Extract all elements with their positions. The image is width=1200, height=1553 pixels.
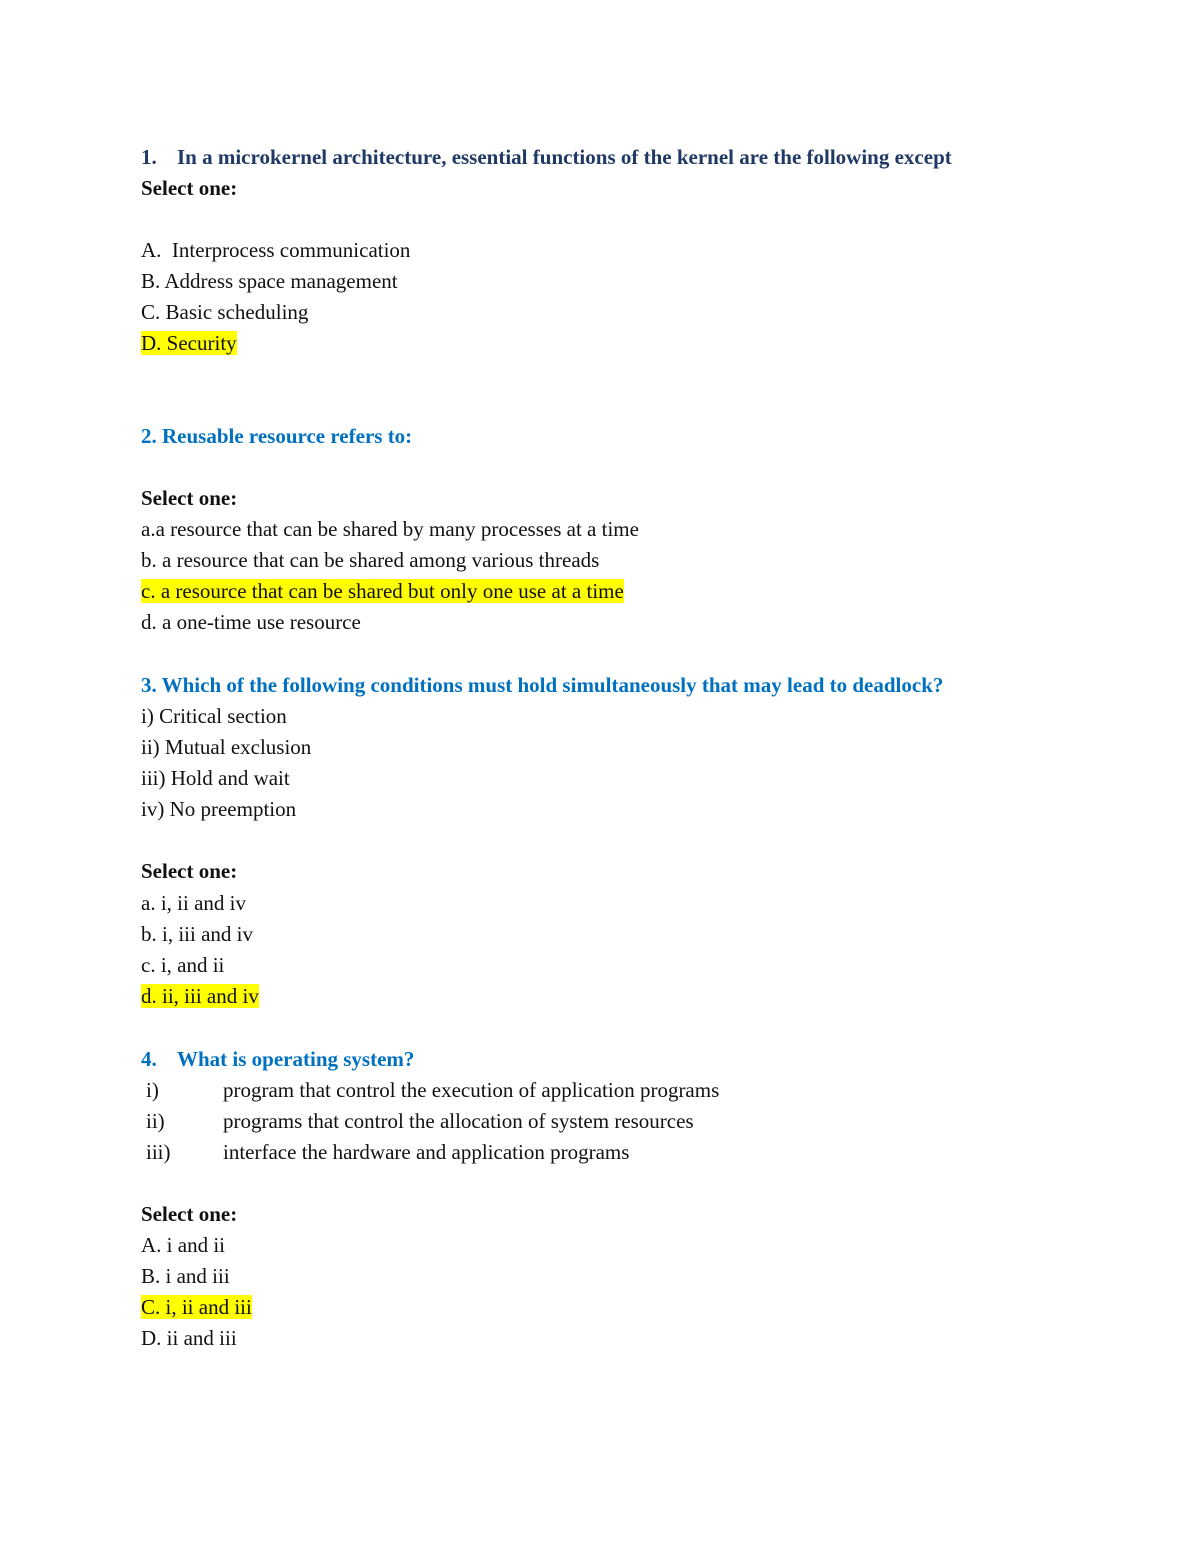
q4-answer-highlight: C. i, ii and iii [141,1295,252,1319]
q1-option-a-label: A. [141,238,162,262]
q1-option-c [141,299,308,325]
q1-option-a [141,237,410,263]
q4-statement-iii-text: interface the hardware and application programs [223,1140,630,1164]
q3-option-d [141,983,259,1009]
q1-option-b-text: Address space management [164,269,398,293]
q1-option-c-label: C. [141,300,161,324]
q1-option-a-text: Interprocess communication [171,238,411,262]
q3-condition-i: i) Critical section [141,704,287,728]
q4-statement-iii-label: iii) [146,1140,171,1164]
q4-select-label: Select one: [141,1202,238,1226]
q2-answer-highlight: c. a resource that can be shared but only one use at a time [141,579,624,603]
q3-condition-iv: iv) No preemption [141,797,297,821]
q4-option-a: A. i and ii [141,1233,225,1257]
q2-option-b: b. a resource that can be shared among various threads [141,548,600,572]
q3-select-label: Select one: [141,859,238,883]
q2-option-c [141,578,624,604]
q4-option-c [141,1294,252,1320]
q4-number: 4. [141,1047,157,1071]
q1-select-label: Select one: [141,176,238,200]
q3-option-a: a. i, ii and iv [141,891,246,915]
q3-option-b: b. i, iii and iv [141,922,253,946]
q2-select-label: Select one: [141,486,238,510]
q2-title: 2. Reusable resource refers to: [141,424,413,448]
q1-option-c-text: Basic scheduling [165,300,309,324]
q1-title [141,144,952,170]
q3-option-c: c. i, and ii [141,953,225,977]
q2-option-a: a.a resource that can be shared by many processes at a time [141,517,639,541]
q1-option-d [141,330,237,356]
q4-statement-ii [146,1108,694,1134]
q4-statement-i-text: program that control the execution of application programs [223,1078,720,1102]
q4-title-text: What is operating system? [177,1047,415,1071]
q4-option-b: B. i and iii [141,1264,230,1288]
q1-number: 1. [141,145,157,169]
q4-statement-i-label: i) [146,1078,159,1102]
q1-answer-highlight: D. Security [141,331,237,355]
q4-statement-ii-text: programs that control the allocation of system resources [223,1109,694,1133]
q4-statement-iii [146,1139,629,1165]
q3-condition-ii: ii) Mutual exclusion [141,735,312,759]
q3-title: 3. Which of the following conditions must hold simultaneously that may lead to deadlock? [141,673,944,697]
q1-option-b-label: B. [141,269,161,293]
q4-statement-ii-label: ii) [146,1109,165,1133]
q4-option-d: D. ii and iii [141,1326,237,1350]
q4-title [141,1046,414,1072]
q1-title-text: In a microkernel architecture, essential functions of the kernel are the following except [177,145,952,169]
q3-condition-iii: iii) Hold and wait [141,766,290,790]
q1-option-b [141,268,398,294]
q4-statement-i [146,1077,719,1103]
q2-option-d: d. a one-time use resource [141,610,361,634]
q3-answer-highlight: d. ii, iii and iv [141,984,259,1008]
